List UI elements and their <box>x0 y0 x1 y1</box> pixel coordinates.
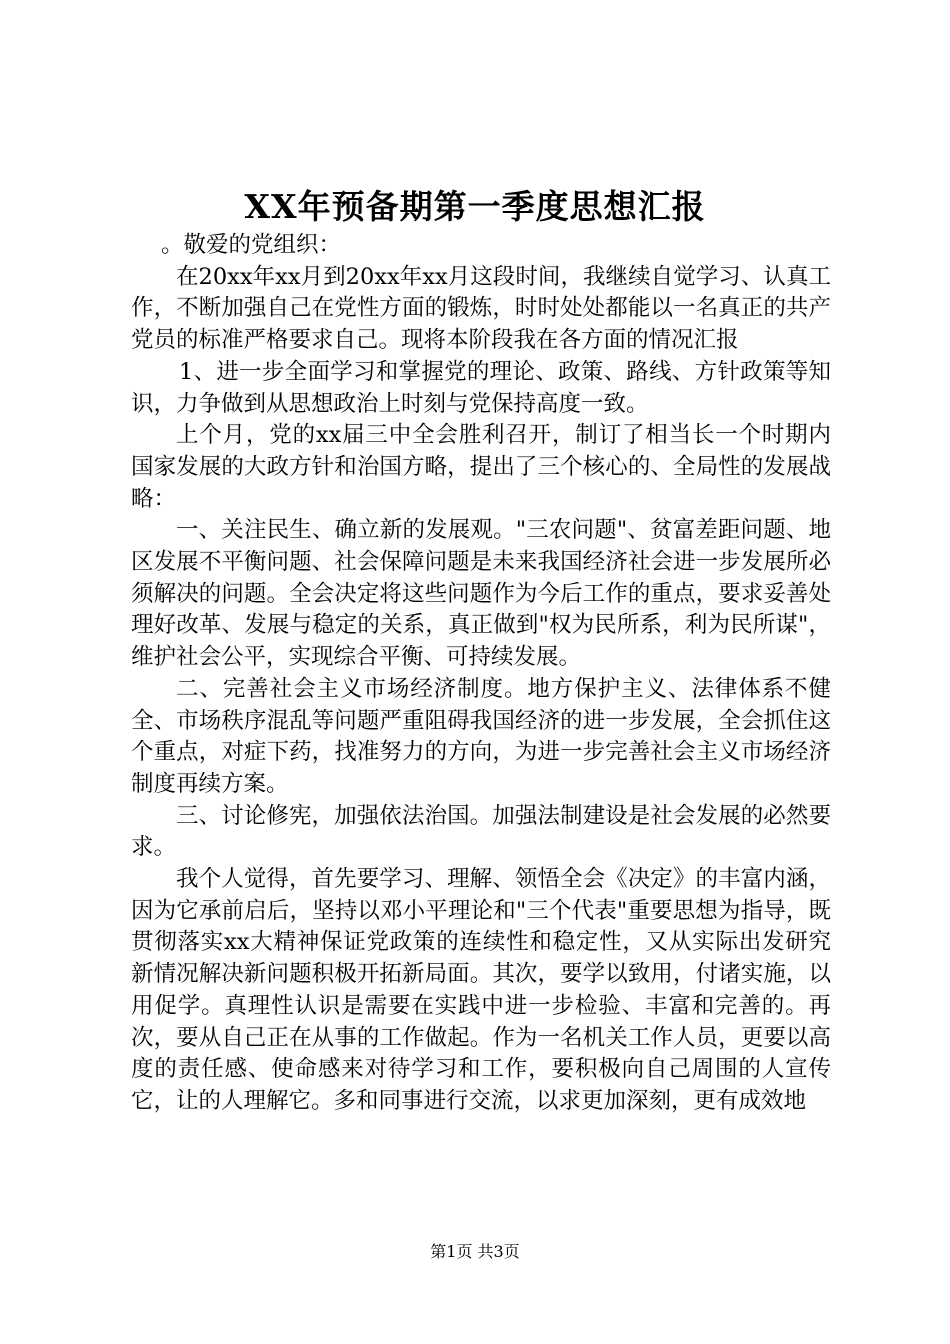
paragraph-strategy-three: 三、讨论修宪，加强依法治国。加强法制建设是社会发展的必然要求。 <box>131 802 831 861</box>
salutation: 。敬爱的党组织： <box>161 232 342 258</box>
document-body <box>131 230 831 1118</box>
paragraph-personal-view: 我个人觉得，首先要学习、理解、领悟全会《决定》的丰富内涵，因为它承前启后，坚持以邓小平理论和"三个代表"重要思想为指导，既贯彻落实xx大精神保证党政策的连续性和稳定性，又从实际出发研究新情况解决新问题积极开拓新局面。其次，要学以致用，付诸实施，以用促学。真理性认识是需要在实践中进一步检验、丰富和完善的。再次，要从自己正在从事的工作做起。作为一名机关工作人员，更要以高度的责任感、使命感来对待学习和工作，要积极向自己周围的人宣传它，让的人理解它。多和同事进行交流，以求更加深刻，更有成效地 <box>131 866 831 1114</box>
paragraph-intro: 在20xx年xx月到20xx年xx月这段时间，我继续自觉学习、认真工作，不断加强自己在党性方面的锻炼，时时处处都能以一名真正的共产党员的标准严格要求自己。现将本阶段我在各方面的情况汇报 <box>131 263 831 354</box>
document-title: XX年预备期第一季度思想汇报 <box>244 187 706 226</box>
paragraph-strategy-one: 一、关注民生、确立新的发展观。"三农问题"、贫富差距问题、地区发展不平衡问题、社会保障问题是未来我国经济社会进一步发展所必须解决的问题。全会决定将这些问题作为今后工作的重点，要求妥善处理好改革、发展与稳定的关系，真正做到"权为民所系，利为民所谋"，维护社会公平，实现综合平衡、可持续发展。 <box>131 517 831 671</box>
paragraph-plenary: 上个月，党的xx届三中全会胜利召开，制订了相当长一个时期内国家发展的大政方针和治国方略，提出了三个核心的、全局性的发展战略： <box>131 422 831 512</box>
page-footer: 第1页 共3页 <box>430 1242 520 1261</box>
paragraph-strategy-two: 二、完善社会主义市场经济制度。地方保护主义、法律体系不健全、市场秩序混乱等问题严重阻碍我国经济的进一步发展，全会抓住这个重点，对症下药，找准努力的方向，为进一步完善社会主义市场经济制度再续方案。 <box>131 675 831 797</box>
paragraph-point-one: 1、进一步全面学习和掌握党的理论、政策、路线、方针政策等知识，力争做到从思想政治上时刻与党保持高度一致。 <box>131 358 831 417</box>
